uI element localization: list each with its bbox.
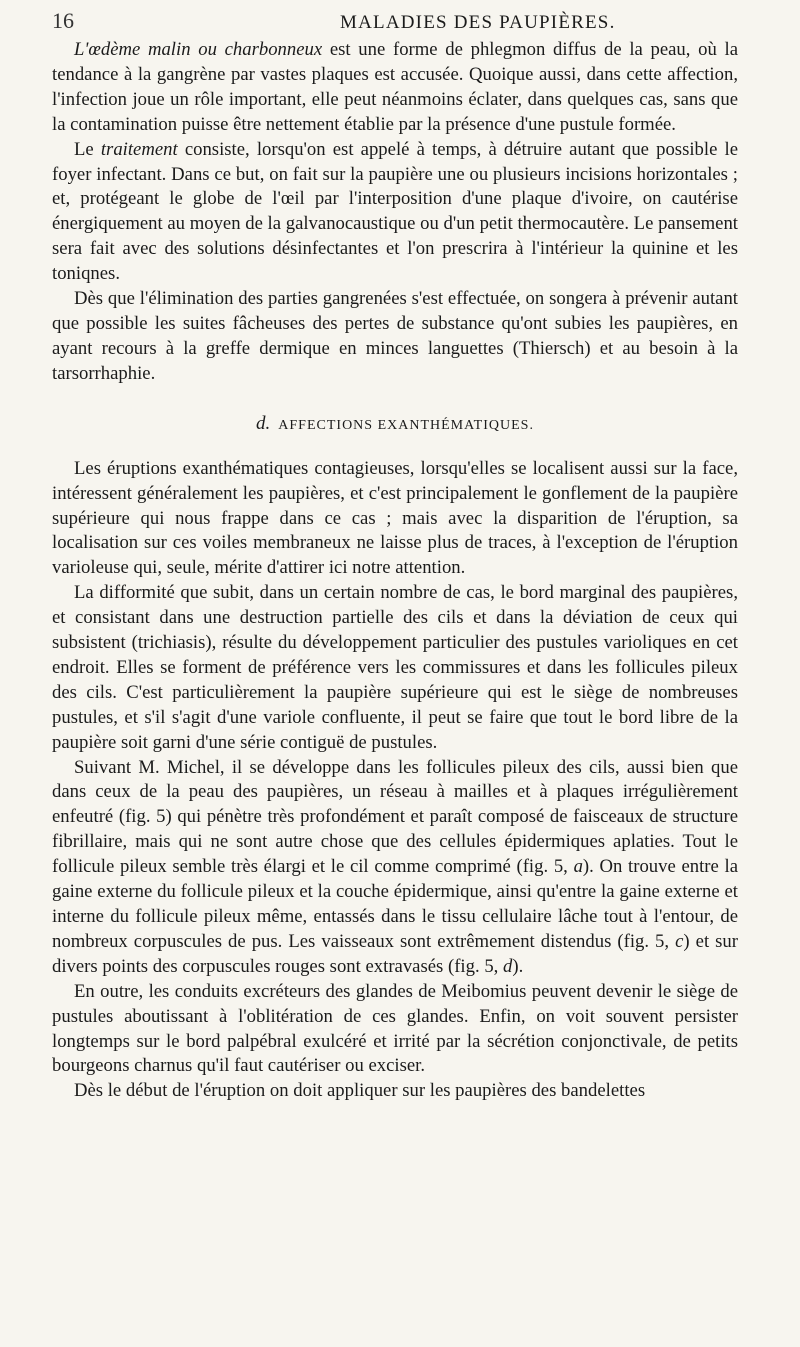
paragraph-text: consiste, lorsqu'on est appelé à temps, à détruire autant que possible le foyer infectant. Dans ce but, on fait sur la paupière une ou plusieurs incisions horizontales ; et, protégeant le globe de l'œil par l'interposition d'une plaque d'ivoire, on cautérise énergiquement au moyen de la galvanocaustique ou d'un petit thermocautère. Le pansement sera fait avec des solutions désinfectantes et l'on prescrira à l'intérieur la quinine et les toniqnes. <box>52 138 738 285</box>
figure-ref: d <box>503 955 513 977</box>
paragraph-text: Le <box>74 138 101 160</box>
section-title: AFFECTIONS EXANTHÉMATIQUES. <box>278 417 534 433</box>
paragraph: Les éruptions exanthématiques contagieuses, lorsqu'elles se localisent aussi sur la face, intéressent généralement les paupières, et c'est principalement le gonflement de la paupière supérieure qui nous frappe dans ce cas ; mais avec la disparition de l'éruption, sa localisation sur ces voiles membraneux ne laisse plus de traces, à l'exception de l'éruption varioleuse qui, seule, mérite d'attirer ici notre attention. <box>52 457 738 579</box>
paragraph <box>52 38 738 138</box>
paragraph: La difformité que subit, dans un certain nombre de cas, le bord marginal des paupières, et consistant dans une destruction partielle des cils et dans la déviation de ceux qui subsistent (trichiasis), résulte du développement particulier des pustules varioliques en cet endroit. Elles se forment de préférence vers les commissures et dans les follicules pileux des cils. C'est particulièrement la paupière supérieure qui est le siège de nombreuses pustules, et s'il s'agit d'une variole confluente, il peut se faire que tout le bord libre de la paupière soit garni d'une série contiguë de pustules. <box>52 582 738 753</box>
page-body <box>52 38 738 1104</box>
paragraph-text: ). On trouve entre la gaine externe du follicule pileux et la couche épidermique, ainsi qu'entre la gaine externe et interne du follicule pileux même, entassés dans le tissu cellulaire lâche tout à l'entour, de nombreux corpuscules de pus. Les vaisseaux sont extrêmement distendus (fig. 5, <box>52 856 739 952</box>
paragraph-text: ). <box>512 955 524 977</box>
paragraph: Dès le début de l'éruption on doit appliquer sur les paupières des bandelettes <box>74 1080 646 1102</box>
section-heading <box>52 413 738 435</box>
italic-term: L'œdème malin ou charbonneux <box>74 39 323 60</box>
paragraph <box>52 138 738 287</box>
paragraph <box>52 756 738 980</box>
paragraph-text: ) et sur divers points des corpuscules rouges sont extravasés (fig. 5, <box>52 930 738 977</box>
page-number: 16 <box>52 8 74 33</box>
paragraph: Dès que l'élimination des parties gangrenées s'est effectuée, on songera à prévenir autant que possible les suites fâcheuses des pertes de substance qu'ont subies les paupières, en ayant recours à la greffe dermique en minces languettes (Thiersch) et au besoin à la tarsorrhaphie. <box>52 288 738 384</box>
paragraph-text: Suivant M. Michel, il se développe dans les follicules pileux des cils, aussi bien que dans ceux de la peau des paupières, un réseau à mailles et à plaques irrégulièrement enfeutré (fig. 5) qui pénètre très profondément et paraît composé de faisceaux de structure fibrillaire, mais qui ne sont autre chose que des cellules épidermiques aplaties. Tout le follicule pileux semble très élargi et le cil comme comprimé (fig. 5, <box>52 756 738 878</box>
italic-term: traitement <box>100 138 178 160</box>
paragraph-text: est une forme de phlegmon diffus de la peau, où la tendance à la gangrène par vastes plaques est accusée. Quoique aussi, dans cette affection, l'infection joue un rôle important, elle peut néanmoins éclater, dans quelques cas, sans que la contamination puisse être nettement établie par la présence d'une pustule formée. <box>52 39 738 135</box>
paragraph: En outre, les conduits excréteurs des glandes de Meibomius peuvent devenir le siège de pustules aboutissant à l'oblitération de ces glandes. Enfin, on voit souvent persister longtemps sur le bord palpébral exulcéré et irrité par la sécrétion conjonctivale, de petits bourgeons charnus qu'il faut cautériser ou exciser. <box>52 980 738 1077</box>
figure-ref: a <box>573 856 583 878</box>
running-title: MALADIES DES PAUPIÈRES. <box>340 12 616 33</box>
page-header <box>52 0 738 38</box>
section-letter: d. <box>256 412 271 434</box>
figure-ref: c <box>675 930 684 952</box>
